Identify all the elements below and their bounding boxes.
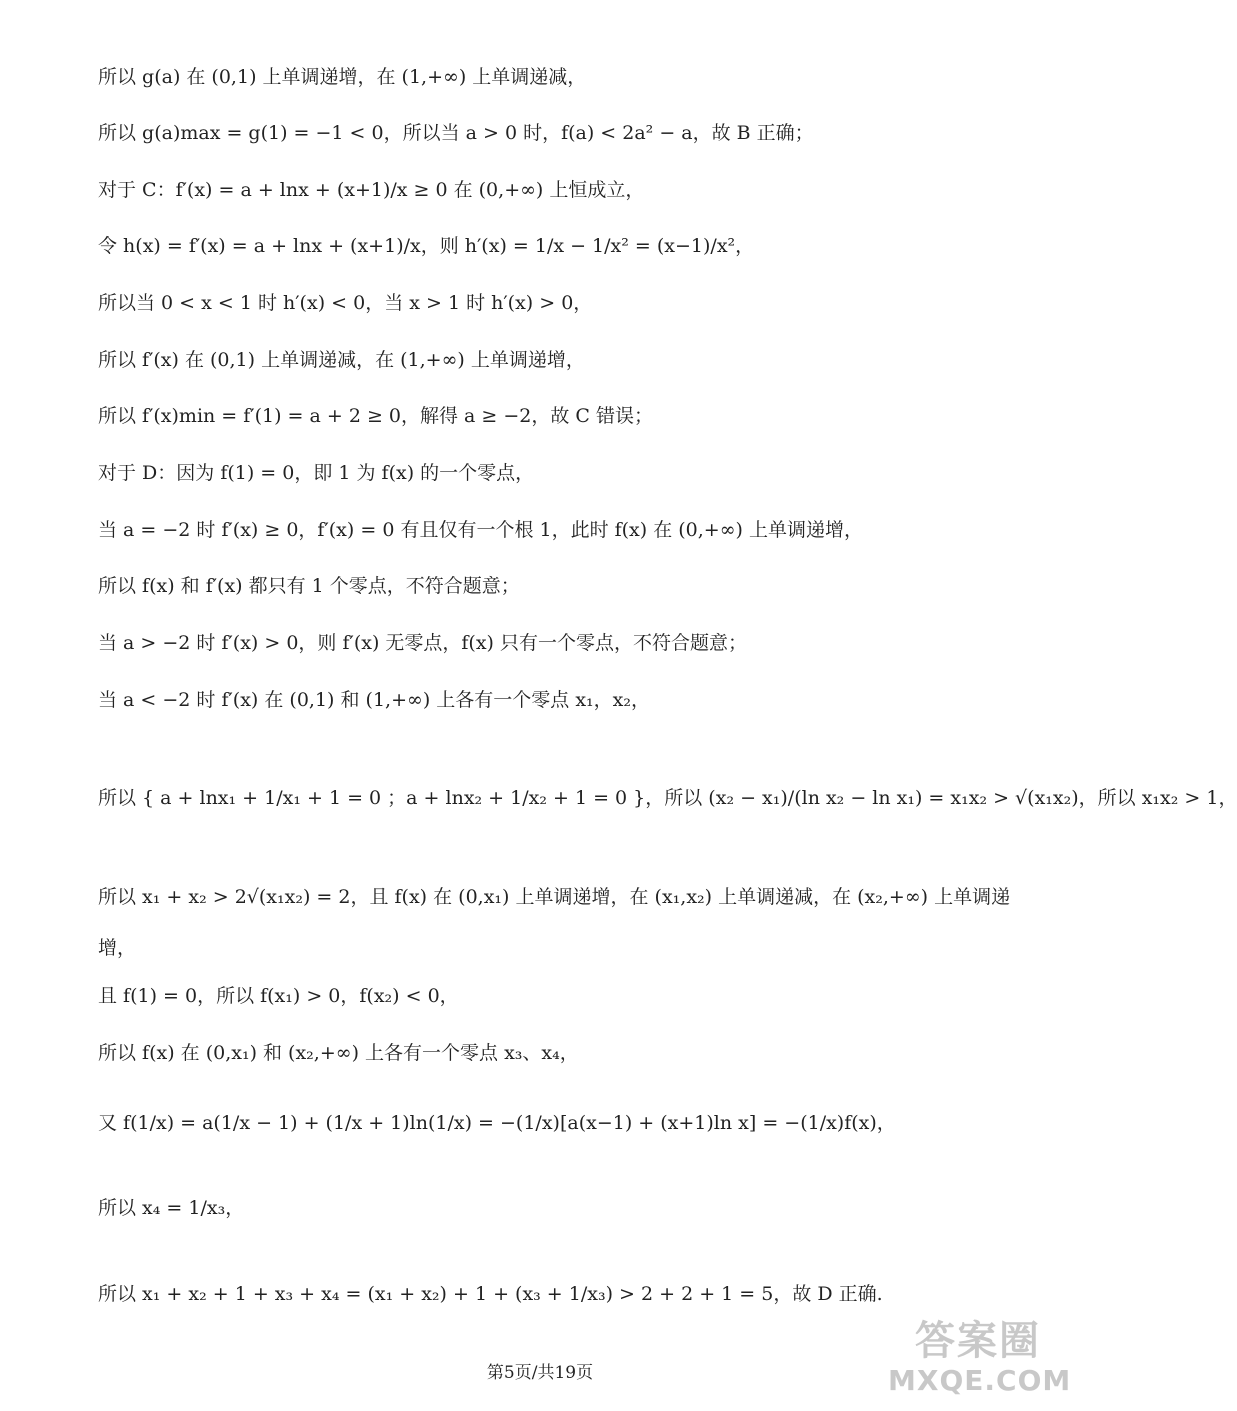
text-line: 所以 x₄ = 1/x₃， <box>98 1197 245 1219</box>
watermark-top-text: 答案圈 <box>915 1317 1041 1364</box>
text-line: 增， <box>98 937 137 959</box>
text-line: 且 f(1) = 0，所以 f(x₁) > 0，f(x₂) < 0， <box>98 985 459 1007</box>
text-line: 所以 f′(x) 在 (0,1) 上单调递减，在 (1,+∞) 上单调递增， <box>98 349 585 371</box>
text-line: 所以 g(a)max = g(1) = −1 < 0，所以当 a > 0 时，f(a) < 2a² − a，故 B 正确； <box>98 122 814 144</box>
text-line: 所以 x₁ + x₂ + 1 + x₃ + x₄ = (x₁ + x₂) + 1 + (x₃ + 1/x₃) > 2 + 2 + 1 = 5，故 D 正确. <box>98 1283 883 1305</box>
text-line: 所以 f(x) 和 f′(x) 都只有 1 个零点，不符合题意； <box>98 575 520 597</box>
text-line: 令 h(x) = f′(x) = a + lnx + (x+1)/x，则 h′(x) = 1/x − 1/x² = (x−1)/x²， <box>98 235 755 257</box>
text-line: 所以当 0 < x < 1 时 h′(x) < 0，当 x > 1 时 h′(x) > 0， <box>98 292 593 314</box>
text-line: 对于 C：f′(x) = a + lnx + (x+1)/x ≥ 0 在 (0,+∞) 上恒成立， <box>98 179 645 201</box>
text-line: 所以 f(x) 在 (0,x₁) 和 (x₂,+∞) 上各有一个零点 x₃、x₄， <box>98 1042 579 1064</box>
text-line: 对于 D：因为 f(1) = 0，即 1 为 f(x) 的一个零点， <box>98 462 535 484</box>
watermark-bottom-text: MXQE.COM <box>888 1364 1072 1397</box>
text-line: 当 a > −2 时 f′(x) > 0，则 f′(x) 无零点，f(x) 只有一个零点，不符合题意； <box>98 632 748 654</box>
text-line: 所以 { a + lnx₁ + 1/x₁ + 1 = 0 ；a + lnx₂ + 1/x₂ + 1 = 0 }，所以 (x₂ − x₁)/(ln x₂ − ln x₁) = x₁x₂ > √(x₁x₂)，所以 x₁x₂ > 1， <box>98 787 1237 809</box>
page-number: 第5页/共19页 <box>486 1363 594 1383</box>
text-line: 当 a < −2 时 f′(x) 在 (0,1) 和 (1,+∞) 上各有一个零点 x₁，x₂， <box>98 689 650 711</box>
watermark-logo <box>888 1317 1072 1408</box>
text-line: 当 a = −2 时 f′(x) ≥ 0，f′(x) = 0 有且仅有一个根 1，此时 f(x) 在 (0,+∞) 上单调递增， <box>98 519 864 541</box>
text-line: 所以 x₁ + x₂ > 2√(x₁x₂) = 2，且 f(x) 在 (0,x₁) 上单调递增，在 (x₁,x₂) 上单调递减，在 (x₂,+∞) 上单调递 <box>98 886 1011 908</box>
text-line: 又 f(1/x) = a(1/x − 1) + (1/x + 1)ln(1/x) = −(1/x)[a(x−1) + (x+1)ln x] = −(1/x)f(x)， <box>98 1112 896 1134</box>
text-line: 所以 f′(x)min = f′(1) = a + 2 ≥ 0，解得 a ≥ −2，故 C 错误； <box>98 405 654 427</box>
text-line: 所以 g(a) 在 (0,1) 上单调递增，在 (1,+∞) 上单调递减， <box>98 66 587 88</box>
